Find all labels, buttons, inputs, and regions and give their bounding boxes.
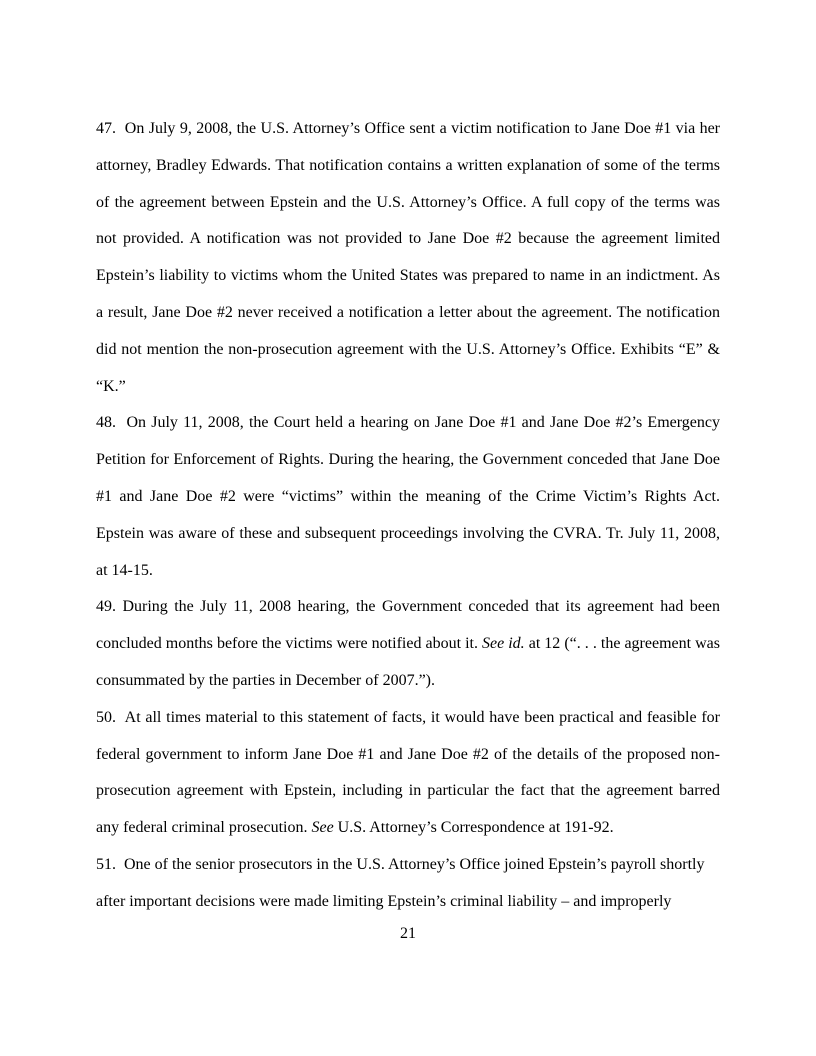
paragraph-49 [96,589,720,699]
paragraph-number: 49. [96,598,116,616]
paragraph-text: U.S. Attorney’s Correspondence at 191-92. [333,819,614,837]
paragraph-text: At all times material to this statement of facts, it would have been practical and feasible for federal government to inform Jane Doe #1 and Jane Doe #2 of the details of the proposed non-prosecution agreement with Epstein, including in particular the fact that the agreement barred any federal criminal prosecution. [96,708,721,837]
citation-italic: See [311,819,334,837]
paragraph-47 [96,111,720,405]
paragraph-50 [96,700,720,847]
paragraph-number: 50. [96,708,116,726]
paragraph-48 [96,405,720,589]
paragraph-text: During the July 11, 2008 hearing, the Government conceded that its agreement had been concluded months before the victims were notified about it. [96,598,720,653]
paragraph-number: 51. [96,855,116,873]
paragraph-text: at 12 (“. . . the agreement was consummated by the parties in December of 2007.”). [96,635,721,689]
paragraph-text: One of the senior prosecutors in the U.S. Attorney’s Office joined Epstein’s payroll shortly after important decisions were made limiting Epstein’s criminal liability – and improperly [96,855,705,910]
paragraph-text: On July 11, 2008, the Court held a hearing on Jane Doe #1 and Jane Doe #2’s Emergency Petition for Enforcement of Rights. During the hearing, the Government conceded that Jane Doe #1 and Jane Doe #2 were “victims” within the meaning of the Crime Victim’s Rights Act. Epstein was aware of these and subsequent proceedings involving the CVRA. Tr. July 11, 2008, at 14-15. [96,414,720,579]
paragraph-51 [96,847,720,921]
document-body [96,111,720,921]
paragraph-text: On July 9, 2008, the U.S. Attorney’s Office sent a victim notification to Jane Doe #1 via her attorney, Bradley Edwards. That notification contains a written explanation of some of the terms of the agreement between Epstein and the U.S. Attorney’s Office. A full copy of the terms was not provided. A notification was not provided to Jane Doe #2 because the agreement limited Epstein’s liability to victims whom the United States was prepared to name in an indictment. As a result, Jane Doe #2 never received a notification a letter about the agreement. The notification did not mention the non-prosecution agreement with the U.S. Attorney’s Office. Exhibits “E” & “K.” [96,120,721,395]
paragraph-number: 48. [96,414,116,432]
paragraph-number: 47. [96,120,116,137]
citation-italic: See id. [482,635,525,653]
page-number: 21 [400,925,416,942]
